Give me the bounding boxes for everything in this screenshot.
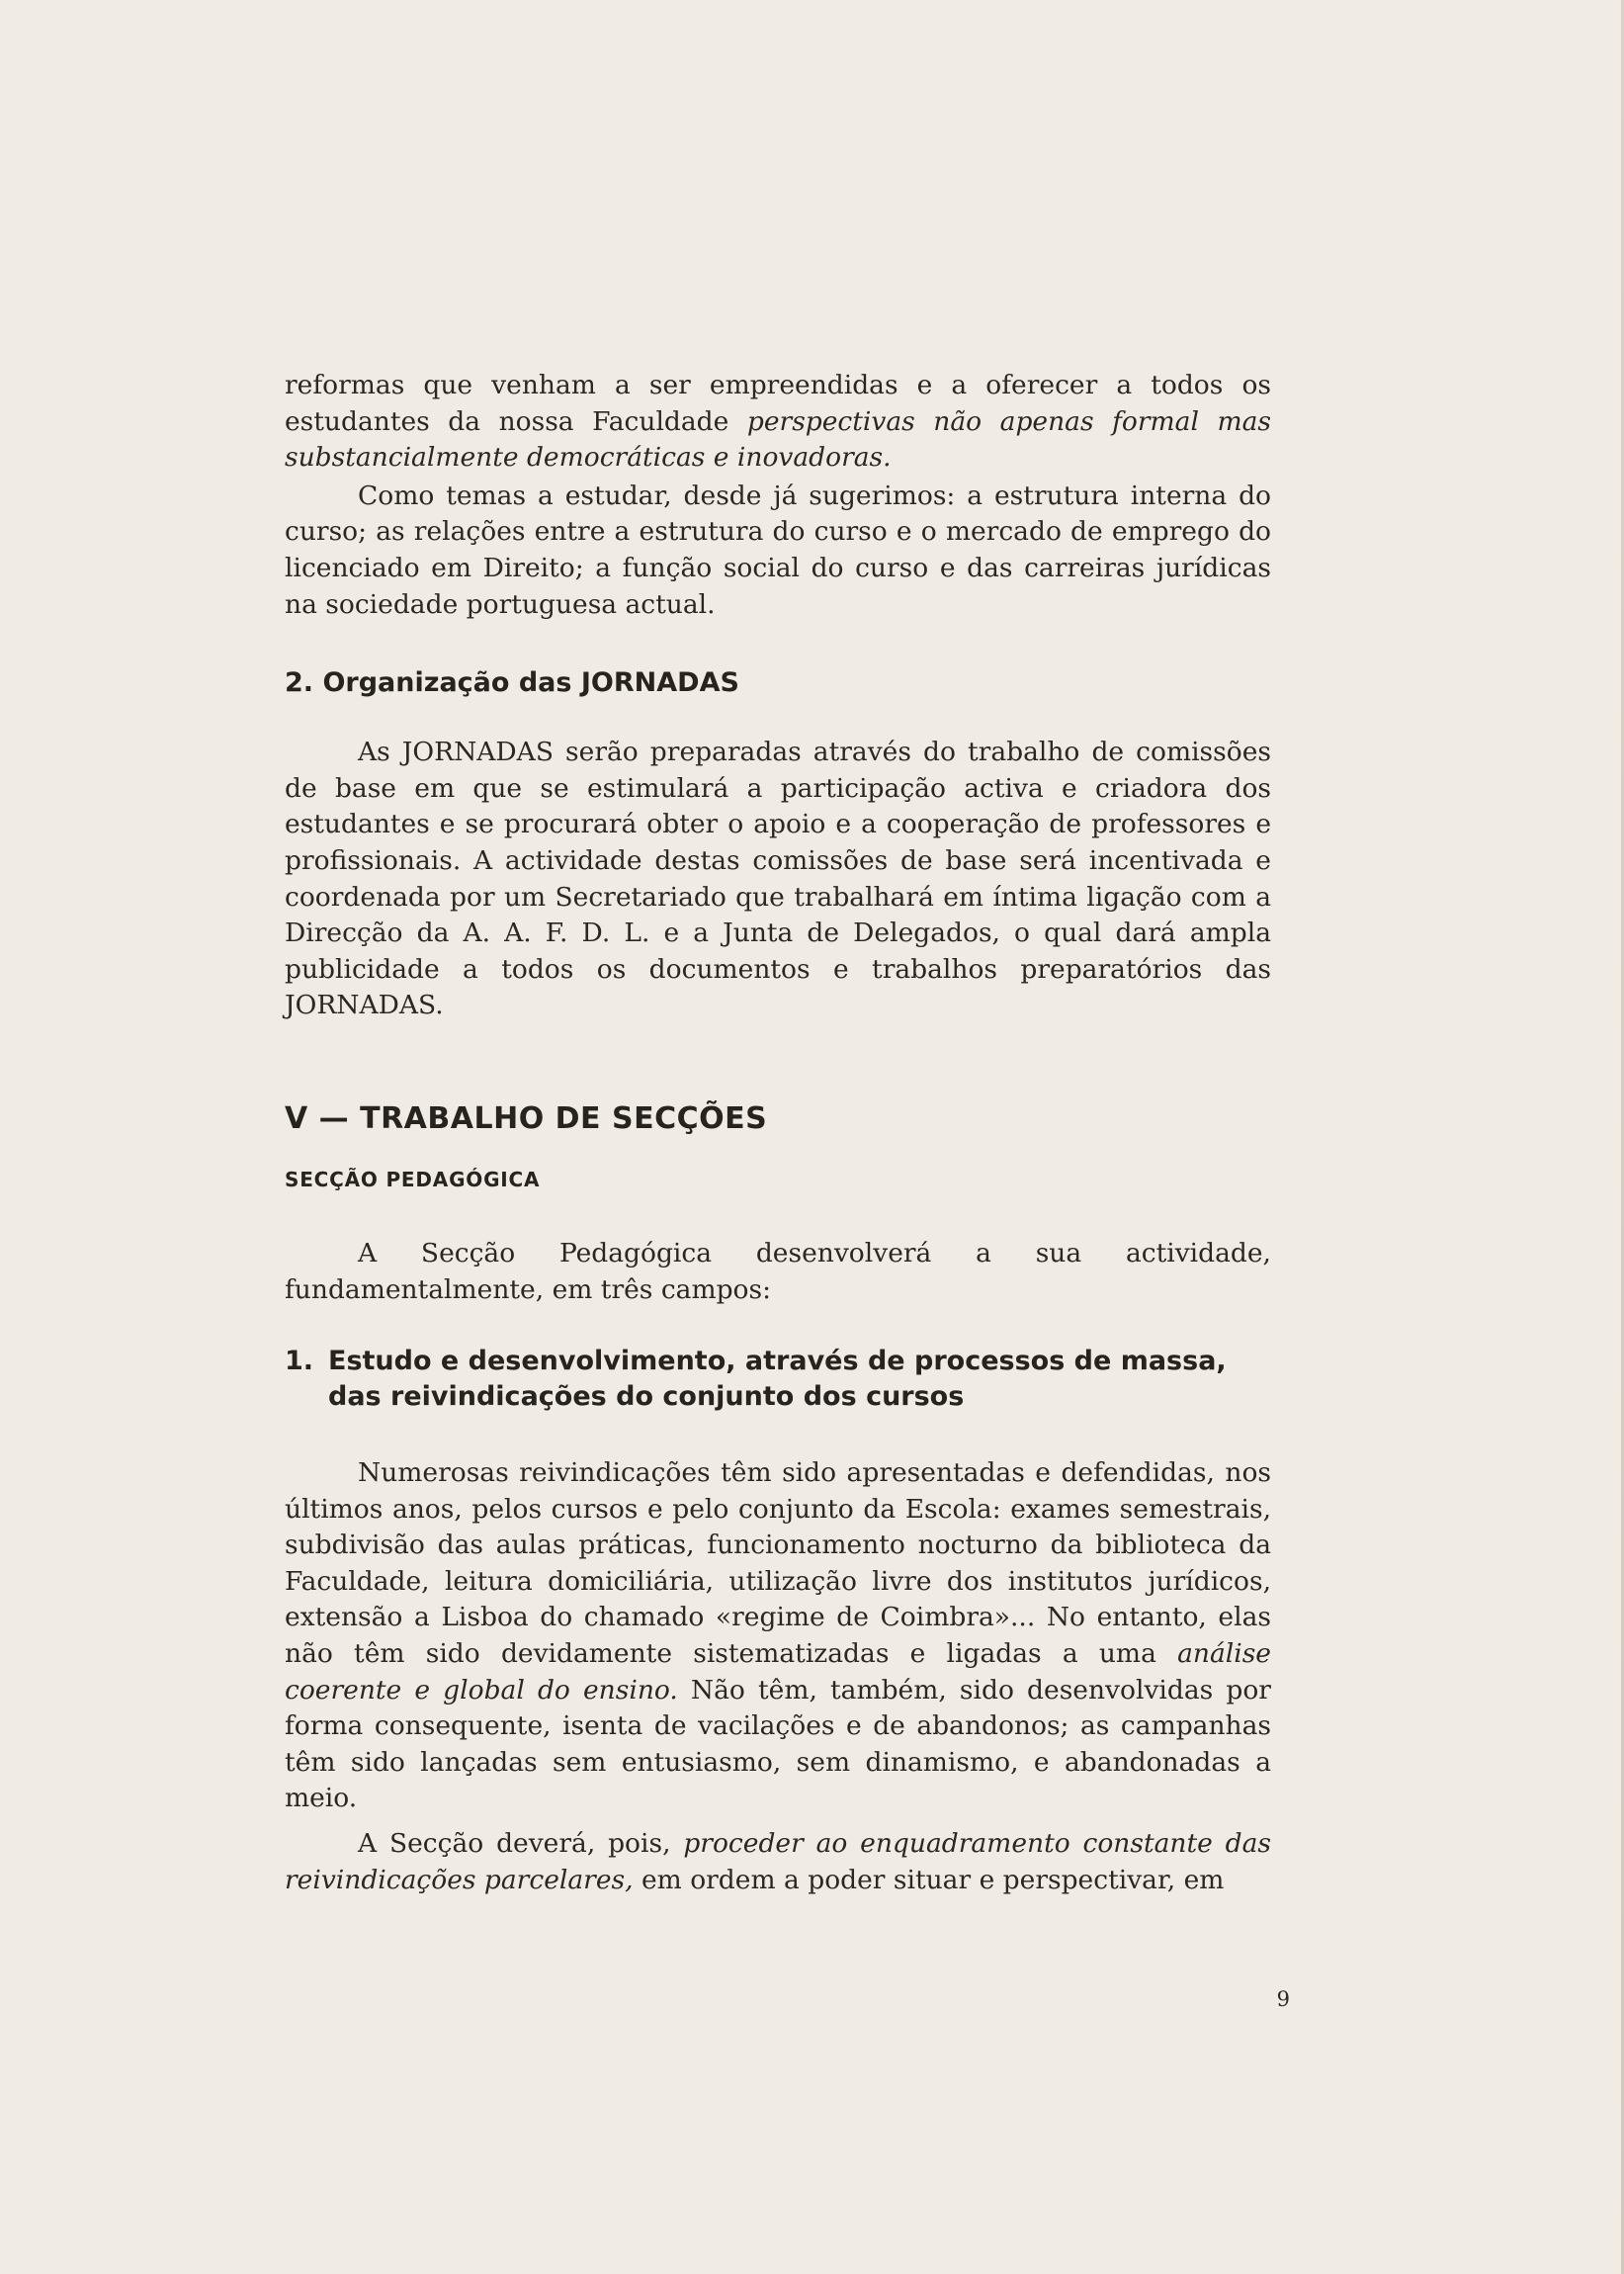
- seccao-pedagogica-heading: SECÇÃO PEDAGÓGICA: [285, 1167, 541, 1191]
- page-content: [285, 368, 1271, 1898]
- section-2-heading: 2. Organização das JORNADAS: [285, 667, 739, 699]
- temas-paragraph: Como temas a estudar, desde já sugerimos: a estrutura interna do curso; as relações entre a estrutura do curso e o mercado de emprego do licenciado em Direito; a função social do curso e das carreiras jurídicas na sociedade portuguesa actual.: [285, 480, 1271, 620]
- seccao-paragraph: A Secção deverá, pois, proceder ao enquadramento constante das reivindicações parcelares, em ordem a poder situar e perspectivar, em: [285, 1828, 1271, 1895]
- intro-paragraph: reformas que venham a ser empreendidas e a oferecer a todos os estudantes da nossa Faculdade perspectivas não apenas formal mas substancialmente democráticas e inovadoras.: [285, 370, 1272, 474]
- reivindicacoes-paragraph: Numerosas reivindicações têm sido apresentadas e defendidas, nos últimos anos, pelos cursos e pelo conjunto da Escola: exames semestrais, subdivisão das aulas práticas, funcionamento nocturno da biblioteca da Faculdade, leitura domiciliária, utilização livre dos institutos jurídicos, extensão a Lisboa do chamado «regime de Coimbra»... No entanto, elas não têm sido devidamente sistematizadas e ligadas a uma análise coerente e global do ensino. Não têm, também, sido desenvolvidas por forma consequente, isenta de vacilações e de abandonos; as campanhas têm sido lançadas sem entusiasmo, sem dinamismo, e abandonadas a meio.: [285, 1457, 1271, 1814]
- section-5-heading: V — TRABALHO DE SECÇÕES: [285, 1100, 768, 1136]
- item-1-heading: 1. Estudo e desenvolvimento, através de processos de massa, das reivindicações do conjunto dos cursos: [285, 1346, 1227, 1413]
- jornadas-paragraph: As JORNADAS serão preparadas através do trabalho de comissões de base em que se estimulará a participação activa e criadora dos estudantes e se procurará obter o apoio e a cooperação de professores e profissionais. A actividade destas comissões de base será incentivada e coordenada por um Secretariado que trabalhará em íntima ligação com a Direcção da A. A. F. D. L. e a Junta de Delegados, o qual dará ampla publicidade a todos os documentos e trabalhos preparatórios das JORNADAS.: [285, 737, 1271, 1021]
- pedagogica-paragraph: A Secção Pedagógica desenvolverá a sua actividade, fundamentalmente, em três campos:: [285, 1237, 1271, 1305]
- page-number: 9: [1276, 1987, 1290, 2011]
